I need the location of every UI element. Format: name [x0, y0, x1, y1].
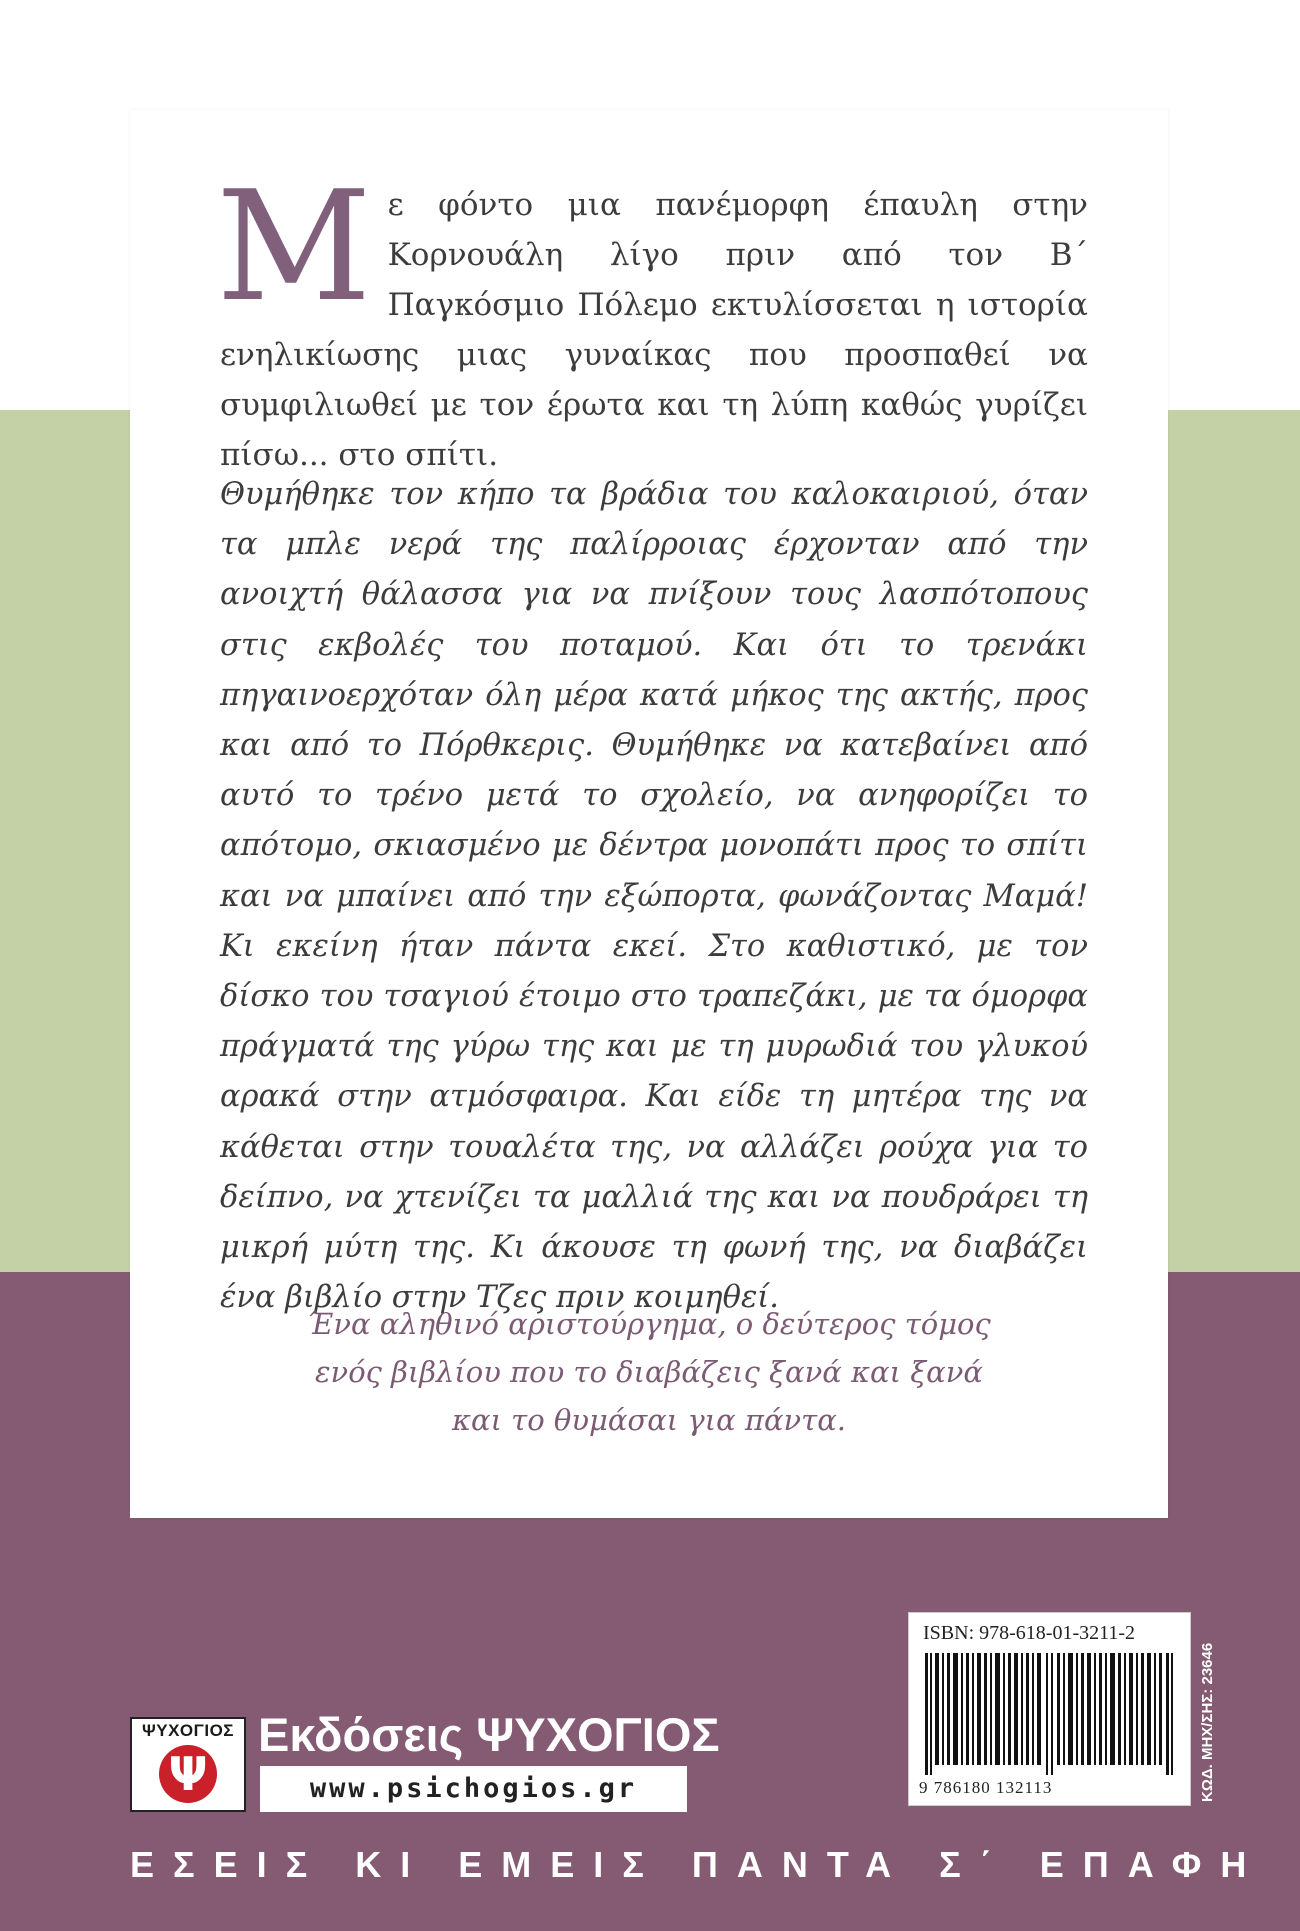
- book-excerpt: Θυμήθηκε τον κήπο τα βράδια του καλοκαιριού, όταν τα μπλε νερά της παλίρροιας έρχονταν από την ανοιχτή θάλασσα για να πνίξουν τους λασπότοπους στις εκβολές του ποταμού. Και ότι το τρενάκι πηγαινοερχόταν όλη μέρα κατά μήκος της ακτής, προς και από το Πόρθκερις. Θυμήθηκε να κατεβαίνει από αυτό το τρένο μετά το σχολείο, να ανηφορίζει το απότομο, σκιασμένο με δέντρα μονοπάτι προς το σπίτι και να μπαίνει από την εξώπορτα, φωνάζοντας Μαμά! Κι εκείνη ήταν πάντα εκεί. Στο καθιστικό, με τον δίσκο του τσαγιού έτοιμο στο τραπεζάκι, με τα όμορφα πράγματά της γύρω της και με τη μυρωδιά του γλυκού αρακά στην ατμόσφαιρα. Και είδε τη μητέρα της να κάθεται στην τουαλέτα της, να αλλάζει ρούχα για το δείπνο, να χτενίζει τα μαλλιά της και να πουδράρει τη μικρή μύτη της. Κι άκουσε τη φωνή της, να διαβάζει ένα βιβλίο στην Τζες πριν κοιμηθεί.: [220, 477, 1088, 1316]
- review-quote: [190, 1300, 1108, 1444]
- publisher-slogan: ΕΣΕΙΣ ΚΙ ΕΜΕΙΣ ΠΑΝΤΑ Σ΄ ΕΠΑΦΗ: [130, 1844, 1266, 1885]
- isbn-number: ISBN: 978-618-01-3211-2: [923, 1622, 1136, 1644]
- publisher-name: Εκδόσεις ΨΥΧΟΓΙΟΣ: [258, 1708, 720, 1761]
- barcode-block: [908, 1612, 1191, 1806]
- synopsis-text: ε φόντο μια πανέμορφη έπαυλη στην Κορνουάλη λίγο πριν από τον Β΄ Παγκόσμιο Πόλεμο εκτυλίσσεται η ιστορία ενηλικίωσης μιας γυναίκας που προσπαθεί να συμφιλιωθεί με τον έρωτα και τη λύπη καθώς γυρίζει πίσω... στο σπίτι.: [220, 187, 1088, 473]
- publisher-logo: [130, 1717, 246, 1812]
- synopsis-paragraph: [216, 158, 1088, 480]
- psi-logo-icon: [159, 1745, 217, 1803]
- publisher-url[interactable]: www.psichogios.gr: [309, 1773, 638, 1804]
- barcode-icon: [923, 1653, 1178, 1775]
- quote-line-3: και το θυμάσαι για πάντα.: [451, 1403, 847, 1437]
- logo-wordmark: ΨΥΧΟΓΙΟΣ: [141, 1721, 235, 1740]
- quote-line-2: ενός βιβλίου που το διαβάζεις ξανά και ξανά: [315, 1355, 983, 1389]
- text-panel: [130, 110, 1168, 1518]
- psi-glyph: Ψ: [168, 1747, 208, 1801]
- publisher-url-bar: [260, 1766, 687, 1812]
- product-code: ΚΩΔ. ΜΗΧ/ΣΗΣ: 23646: [1199, 1642, 1216, 1802]
- quote-line-1: Ένα αληθινό αριστούργημα, ο δεύτερος τόμος: [307, 1307, 991, 1341]
- ean-digits: 9 786180 132113: [919, 1778, 1053, 1797]
- drop-cap: Μ: [216, 158, 372, 335]
